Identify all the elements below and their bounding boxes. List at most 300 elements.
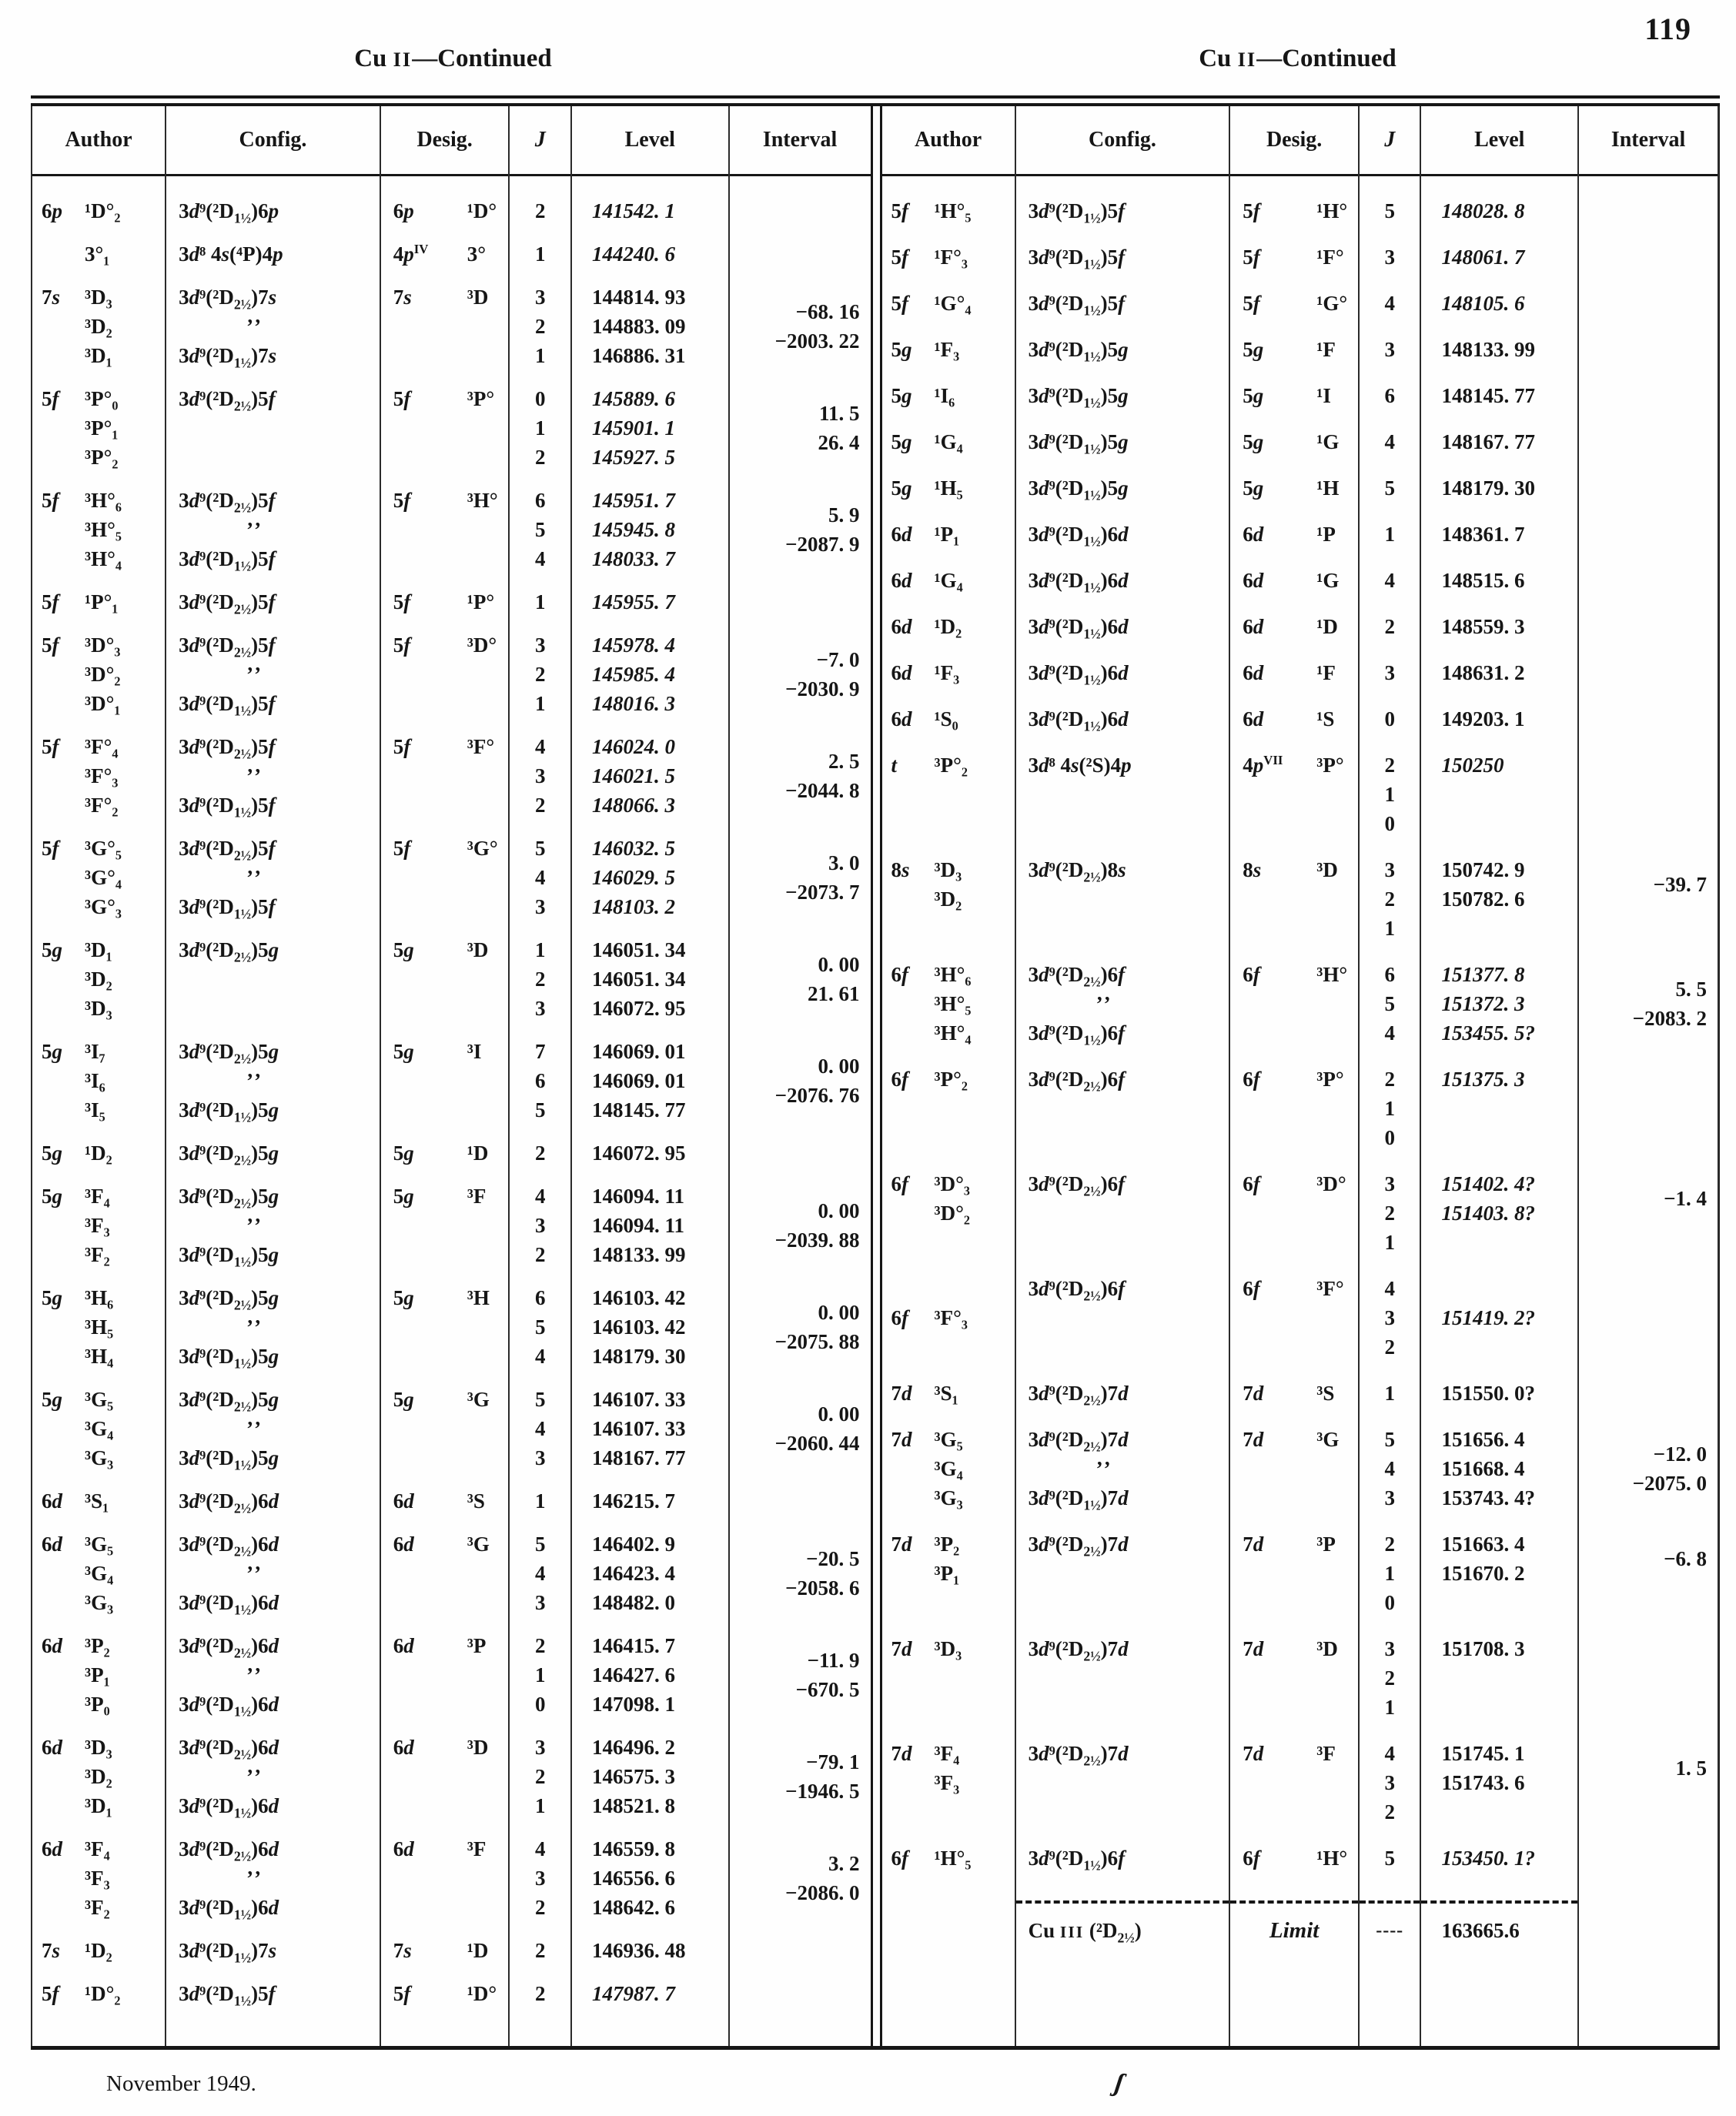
desig-term: ³H: [467, 1286, 490, 1309]
config-value: $3d^9(^2D_{1\frac{1}{2}})5f$: [179, 547, 276, 574]
cell-level: [1421, 1198, 1577, 1228]
cell-desig: [1230, 1274, 1358, 1303]
table-row-block: [510, 1283, 570, 1371]
cell-j: 4: [1384, 292, 1395, 315]
cell-j: 3: [1384, 246, 1395, 269]
config-value: $3d^9(^2D_{1\frac{1}{2}})6d$: [1028, 615, 1129, 642]
cell-j: 2: [534, 663, 546, 686]
cell-level: [572, 413, 728, 443]
cell-author: [882, 1198, 1015, 1228]
cell-author: [32, 1138, 165, 1168]
level-value: 146072. 95: [591, 1142, 686, 1165]
cell-j: 5: [534, 1315, 546, 1339]
table-row-block: [882, 427, 1015, 456]
desig-orbital: 6d: [393, 1634, 414, 1657]
dashed-separator-row: [1360, 1890, 1420, 1916]
cell-j: 5: [534, 837, 546, 860]
cell-j: 5: [1384, 1428, 1395, 1451]
desig-term: ³F: [467, 1837, 487, 1860]
author-prefix: 6f: [891, 1172, 908, 1195]
table-row-block: [381, 834, 509, 921]
table-row-block: [1421, 473, 1577, 503]
desig-orbital: 6d: [1243, 661, 1264, 684]
author-term: ³G₃: [934, 1486, 963, 1509]
level-value: 146402. 9: [591, 1533, 675, 1556]
cell-config: [1016, 1529, 1229, 1559]
cell-j: 2: [534, 1896, 546, 1919]
cell-desig: [381, 587, 509, 617]
desig-term: ¹F: [1316, 338, 1336, 361]
table-row-block: [1421, 427, 1577, 456]
table-row-block: [1230, 335, 1358, 364]
table-row-block: [381, 1138, 509, 1168]
author-prefix: 5f: [42, 837, 59, 860]
cell-author: [32, 732, 165, 761]
cell-desig: [381, 994, 509, 1023]
desig-term: ³I: [467, 1040, 482, 1063]
author-prefix: 5f: [42, 633, 59, 657]
table-divider-double-rule: [871, 106, 882, 2046]
level-value: 148167. 77: [591, 1446, 686, 1469]
desig-term: ³D: [467, 1736, 489, 1759]
cell-desig: [381, 1342, 509, 1371]
author-term: ³D₁: [85, 1794, 112, 1817]
table-row-block: [166, 732, 380, 820]
cell-j: 6: [1384, 384, 1395, 407]
table-row-block: [166, 1631, 380, 1719]
level-value: 148033. 7: [591, 547, 675, 570]
cell-desig: [381, 1414, 509, 1443]
cell-author: [882, 1693, 1015, 1722]
cell-desig: [381, 630, 509, 660]
level-value: 146021. 5: [591, 764, 675, 787]
cell-author: [32, 1312, 165, 1342]
cell-author: [882, 1094, 1015, 1123]
config-value: $3d^9(^2D_{1\frac{1}{2}})5g$: [179, 1098, 279, 1125]
config-value: 3d⁸ 4s(⁴P)4p: [179, 242, 283, 266]
cell-config: [1016, 520, 1229, 549]
ditto-mark: ’’: [1095, 992, 1113, 1015]
cell-author: [882, 1483, 1015, 1513]
level-value: 147987. 7: [591, 1982, 675, 2005]
cell-config: [1016, 809, 1229, 838]
author-prefix: 8s: [891, 858, 910, 881]
level-value: 148016. 3: [591, 692, 675, 715]
author-term: ³D°₁: [85, 692, 121, 715]
interval-value: 0. 00: [818, 1199, 860, 1222]
cell-author: [32, 964, 165, 994]
cell-config: [1016, 1094, 1229, 1123]
level-value: 151745. 1: [1441, 1742, 1525, 1765]
table-row-block: [1579, 196, 1718, 226]
ditto-mark: ’’: [246, 1214, 264, 1237]
table-row-block: [32, 1037, 165, 1125]
author-prefix: 6d: [42, 1736, 62, 1759]
config-value: $3d^9(^2D_{1\frac{1}{2}})5g$: [179, 1243, 279, 1270]
level-value: 151403. 8?: [1441, 1202, 1535, 1225]
cell-author: [32, 587, 165, 617]
cell-level: [1421, 1768, 1577, 1797]
author-prefix: 6f: [891, 1306, 908, 1329]
author-term: ³D°₃: [85, 633, 121, 657]
table-row-block: [1421, 1529, 1577, 1617]
author-term: ³G₃: [85, 1446, 114, 1469]
level-value: 148559. 3: [1441, 615, 1525, 638]
level-value: 146107. 33: [591, 1388, 686, 1411]
level-value: 148631. 2: [1441, 661, 1525, 684]
desig-orbital: 5f: [393, 489, 411, 512]
dashed-separator-row: [882, 1890, 1015, 1916]
cell-author: [32, 1211, 165, 1240]
table-row-block: [1016, 750, 1229, 838]
cell-desig: [1230, 1529, 1358, 1559]
level-value: 163665.6: [1441, 1919, 1520, 1942]
level-value: 148105. 6: [1441, 292, 1525, 315]
desig-orbital: 6p: [393, 199, 414, 222]
level-value: 146936. 48: [591, 1939, 686, 1962]
cell-desig: [381, 1066, 509, 1095]
cell-j: 4: [534, 1417, 546, 1440]
cell-config: [166, 1529, 380, 1559]
cell-level: [1421, 1018, 1577, 1048]
cell-j: 1: [534, 1489, 546, 1513]
cell-config: [1016, 1634, 1229, 1663]
cell-level: [572, 1660, 728, 1690]
table-row-block: [32, 732, 165, 820]
cell-level: [1421, 1425, 1577, 1454]
level-value: 151663. 4: [1441, 1533, 1525, 1556]
interval-value: −2044. 8: [785, 779, 860, 802]
level-value: 148145. 77: [1441, 384, 1535, 407]
cell-j: 4: [534, 1837, 546, 1860]
level-value: 153450. 1?: [1441, 1847, 1535, 1870]
cell-level: [572, 935, 728, 964]
table-row-block: [510, 384, 570, 472]
cell-desig: [1230, 1634, 1358, 1663]
table-row-block: [32, 1733, 165, 1820]
cell-config: [1016, 1198, 1229, 1228]
table-row-block: [1579, 1844, 1718, 1873]
level-value: 146415. 7: [591, 1634, 675, 1657]
table-row-block: [1016, 242, 1229, 272]
cell-desig: [381, 1312, 509, 1342]
config-value: $3d^9(^2D_{1\frac{1}{2}})6p$: [179, 199, 279, 226]
desig-orbital: 7d: [1243, 1742, 1264, 1765]
cell-j: 5: [1384, 1847, 1395, 1870]
table-row-block: [1360, 289, 1420, 318]
table-row-block: [1230, 1169, 1358, 1257]
level-value: 150250: [1441, 754, 1504, 777]
author-term: ³H°₄: [85, 547, 122, 570]
table-row-block: [166, 1182, 380, 1269]
table-row-block: [1360, 960, 1420, 1048]
cell-author: [32, 1486, 165, 1516]
desig-term: ¹D°: [467, 1982, 497, 2005]
table-row-block: [730, 732, 871, 820]
config-value: $3d^9(^2D_{2\frac{1}{2}})5f$: [179, 633, 276, 660]
config-value: $3d^9(^2D_{1\frac{1}{2}})5f$: [179, 1982, 276, 2009]
author-term: ³P°₂: [85, 446, 119, 469]
cell-j: 5: [534, 1388, 546, 1411]
column-header: Desig.: [381, 106, 509, 176]
cell-level: [572, 1864, 728, 1893]
cell-desig: [381, 732, 509, 761]
level-value: 151372. 3: [1441, 992, 1525, 1015]
cell-author: [882, 1529, 1015, 1559]
author-prefix: 5f: [891, 199, 908, 222]
cell-author: [882, 1425, 1015, 1454]
desig-term: ¹D: [467, 1142, 489, 1165]
table-row-block: [730, 630, 871, 718]
table-row-block: [572, 196, 728, 226]
interval-value: −79. 1: [806, 1750, 860, 1773]
author-prefix: 7d: [891, 1533, 912, 1556]
table-row-block: [510, 239, 570, 269]
cell-desig: [1230, 1228, 1358, 1257]
cell-author: [882, 612, 1015, 641]
table-row-block: [882, 658, 1015, 687]
cell-author: [882, 1916, 1015, 1945]
cell-desig: [381, 935, 509, 964]
cell-j: 1: [1384, 1382, 1395, 1405]
cell-level: [572, 1791, 728, 1820]
author-prefix: 5f: [42, 1982, 59, 2005]
author-prefix: 5f: [42, 489, 59, 512]
cell-j: 2: [1384, 1533, 1395, 1556]
cell-config: [1016, 960, 1229, 989]
table-row-block: [381, 1486, 509, 1516]
cell-author: [32, 1936, 165, 1965]
table-row-block: [510, 1979, 570, 2008]
table-row-block: [510, 1138, 570, 1168]
table-row-block: [166, 196, 380, 226]
author-term: ³D₂: [85, 1765, 112, 1788]
cell-desig: [1230, 289, 1358, 318]
cell-config: [166, 1095, 380, 1125]
config-value: $3d^9(^2D_{1\frac{1}{2}})6d$: [179, 1896, 279, 1923]
table-row-block: [166, 486, 380, 573]
cell-desig: [381, 1283, 509, 1312]
ditto-mark: ’’: [246, 1765, 264, 1788]
author-prefix: 5f: [42, 590, 59, 613]
table-row-block: [1016, 612, 1229, 641]
desig-orbital: 5f: [1243, 246, 1260, 269]
table-row-block: [510, 1182, 570, 1269]
level-value: 146094. 11: [591, 1185, 684, 1208]
table-row-block: [32, 935, 165, 1023]
cell-author: [882, 960, 1015, 989]
interval-value: −2030. 9: [785, 677, 860, 700]
table-row-block: [882, 1065, 1015, 1152]
table-row-block: [1421, 335, 1577, 364]
ink-mark: ʃ: [1112, 2068, 1126, 2098]
cell-level: [572, 892, 728, 921]
table-row-block: [1579, 1739, 1718, 1827]
cell-config: [1016, 1483, 1229, 1513]
table-row-block: [1579, 704, 1718, 734]
level-value: 148066. 3: [591, 794, 675, 817]
table-row-block: [572, 1936, 728, 1965]
table-row-block: [1230, 1529, 1358, 1617]
cell-desig: [381, 964, 509, 994]
cell-j: 3: [534, 633, 546, 657]
cell-level: [1421, 566, 1577, 595]
ditto-mark: ’’: [246, 315, 264, 338]
table-row-block: [1360, 1739, 1420, 1827]
desig-term: ³D°: [1316, 1172, 1346, 1195]
table-row-block: [1016, 1916, 1229, 1945]
author-term: ³F₃: [85, 1214, 110, 1237]
table-row-block: [882, 566, 1015, 595]
table-row-block: [730, 1385, 871, 1473]
cell-config: [1016, 1332, 1229, 1362]
table-row-block: [1579, 381, 1718, 410]
cell-level: [572, 239, 728, 269]
cell-author: [882, 1739, 1015, 1768]
cell-desig: [381, 486, 509, 515]
author-prefix: 6d: [891, 523, 912, 546]
author-prefix: 5f: [42, 735, 59, 758]
table-row-block: [32, 239, 165, 269]
cell-config: [1016, 855, 1229, 884]
table-row-block: [882, 520, 1015, 549]
cell-author: [32, 935, 165, 964]
cell-j: 3: [1384, 1172, 1395, 1195]
table-row-block: [32, 630, 165, 718]
cell-level: [1421, 520, 1577, 549]
level-value: 148179. 30: [1441, 476, 1535, 500]
cell-level: [1421, 335, 1577, 364]
table-row-block: [1579, 1169, 1718, 1257]
author-prefix: 7d: [891, 1742, 912, 1765]
cell-config: [166, 1211, 380, 1240]
table-row-block: [1016, 427, 1229, 456]
table-row-block: [1016, 1274, 1229, 1362]
cell-author: [882, 1228, 1015, 1257]
desig-term: ¹G: [1316, 430, 1340, 453]
cell-level: [572, 630, 728, 660]
cell-j: 2: [1384, 1068, 1395, 1091]
table-row-block: [1230, 427, 1358, 456]
level-value: 144883. 09: [591, 315, 686, 338]
desig-orbital: 5g: [393, 1040, 414, 1063]
table-row-block: [1421, 196, 1577, 226]
table-row-block: [882, 473, 1015, 503]
config-value: $3d^9(^2D_{2\frac{1}{2}})6d$: [179, 1837, 279, 1864]
level-value: 146094. 11: [591, 1214, 684, 1237]
author-prefix: 7s: [42, 286, 61, 309]
cell-desig: [1230, 1379, 1358, 1408]
config-value: $3d^9(^2D_{2\frac{1}{2}})6f$: [1028, 1172, 1126, 1199]
config-value: $3d^9(^2D_{1\frac{1}{2}})6f$: [1028, 1021, 1126, 1048]
cell-author: [32, 544, 165, 573]
author-term: ³G₅: [934, 1428, 963, 1451]
table-row-block: [1360, 473, 1420, 503]
author-term: ¹G₄: [934, 430, 963, 453]
config-value: $3d^9(^2D_{1\frac{1}{2}})6d$: [1028, 707, 1129, 734]
cell-desig: [1230, 1123, 1358, 1152]
cell-j: 0: [1384, 812, 1395, 835]
author-term: ³D°₃: [934, 1172, 970, 1195]
cell-level: [572, 1312, 728, 1342]
cell-j: 1: [534, 692, 546, 715]
cell-author: [32, 196, 165, 226]
table-row-block: [166, 1486, 380, 1516]
cell-level: [1421, 381, 1577, 410]
table-row-block: [730, 1529, 871, 1617]
desig-term: ¹D: [467, 1939, 489, 1962]
cell-level: [572, 1762, 728, 1791]
table-row-block: [32, 196, 165, 226]
level-value: 148145. 77: [591, 1098, 686, 1122]
level-value: 151656. 4: [1441, 1428, 1525, 1451]
cell-desig: [381, 1095, 509, 1125]
desig-orbital: 5g: [1243, 384, 1264, 407]
table-row-block: [730, 834, 871, 921]
cell-level: [1421, 1303, 1577, 1332]
desig-term: ³D: [467, 938, 489, 961]
author-prefix: 5g: [42, 1286, 62, 1309]
cell-j: 0: [1384, 707, 1395, 730]
table-row-block: [166, 1037, 380, 1125]
cell-level: [1421, 196, 1577, 226]
table-row-block: [1421, 855, 1577, 943]
cell-desig: [381, 196, 509, 226]
cell-author: [32, 1762, 165, 1791]
table-row-block: [572, 1182, 728, 1269]
desig-orbital: 5g: [1243, 338, 1264, 361]
table-row-block: [381, 1834, 509, 1922]
cell-config: [166, 1834, 380, 1864]
desig-term: ¹H°: [1316, 199, 1348, 222]
author-prefix: 5g: [891, 384, 912, 407]
column-header: Level: [1421, 106, 1577, 176]
author-term: ³F₃: [934, 1771, 960, 1794]
cell-level: [572, 341, 728, 370]
interval-value: 0. 00: [818, 1402, 860, 1426]
cell-desig: [1230, 914, 1358, 943]
author-term: ¹G°₄: [934, 292, 972, 315]
desig-term: ¹D°: [467, 199, 497, 222]
config-value: $3d^9(^2D_{1\frac{1}{2}})6d$: [1028, 523, 1129, 550]
config-value: $3d^9(^2D_{2\frac{1}{2}})6d$: [179, 1533, 279, 1559]
cell-level: [572, 1559, 728, 1588]
cell-config: [166, 587, 380, 617]
table-row-block: [510, 1037, 570, 1125]
cell-level: [572, 660, 728, 689]
table-row-block: [882, 960, 1015, 1048]
level-value: 150742. 9: [1441, 858, 1525, 881]
table-row-block: [166, 630, 380, 718]
cell-config: [1016, 780, 1229, 809]
desig-orbital: 5f: [393, 837, 411, 860]
cell-author: [882, 473, 1015, 503]
config-value: $3d^9(^2D_{2\frac{1}{2}})7d$: [1028, 1428, 1129, 1455]
table-row-block: [32, 384, 165, 472]
desig-term: ³S: [467, 1489, 485, 1513]
author-term: ³D₂: [85, 968, 112, 991]
table-row-block: [1421, 960, 1577, 1048]
cell-config: [166, 1864, 380, 1893]
desig-orbital: 5g: [393, 938, 414, 961]
level-value: 151668. 4: [1441, 1457, 1525, 1480]
interval-value: 0. 00: [818, 953, 860, 976]
cell-level: [572, 1631, 728, 1660]
table-row-block: [1421, 750, 1577, 838]
interval-value: −2075. 88: [774, 1330, 860, 1353]
table-row-block: [1360, 1634, 1420, 1722]
cell-j: 3: [534, 1867, 546, 1890]
